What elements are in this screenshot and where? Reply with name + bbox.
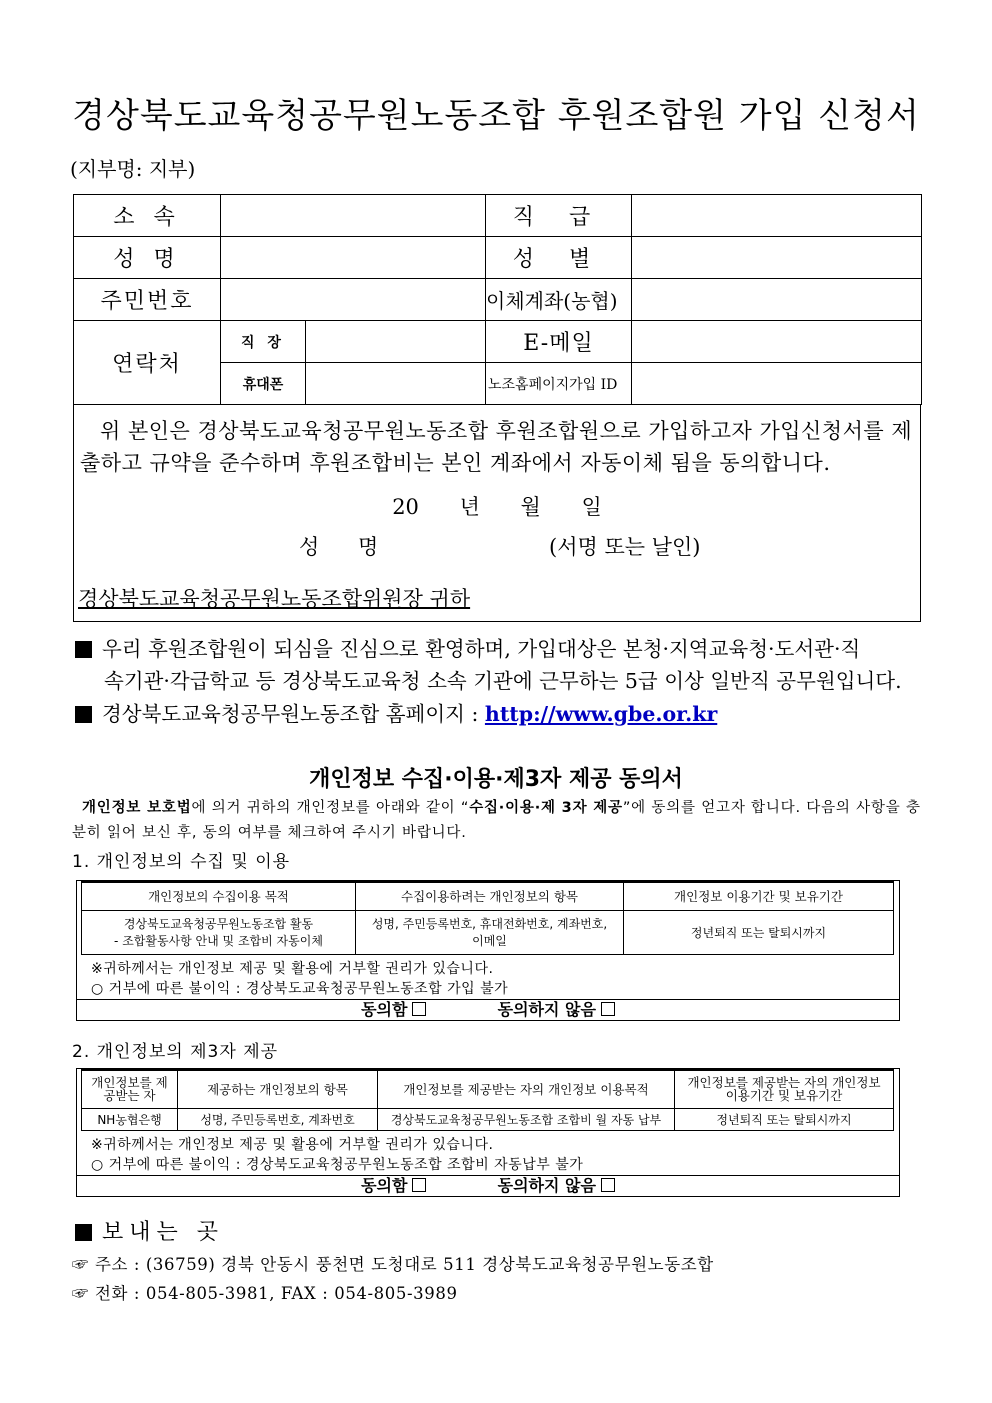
consent-box — [73, 405, 921, 622]
consent-text: 위 본인은 경상북도교육청공무원노동조합 후원조합원으로 가입하고자 가입신청서를 제출하고 규약을 준수하며 후원조합비는 본인 계좌에서 자동이체 됨을 동의합니다. — [80, 419, 913, 475]
label-gender: 성 별 — [486, 237, 632, 279]
label-email: E-메일 — [486, 321, 632, 363]
square-bullet-icon — [75, 1224, 92, 1241]
signature-note: (서명 또는 날인) — [549, 535, 701, 559]
s2-header-purpose: 개인정보를 제공받는 자의 개인정보 이용목적 — [378, 1070, 675, 1108]
field-name[interactable] — [221, 237, 486, 279]
signature-label: 성 명 — [299, 535, 395, 559]
intro-scope: 수집·이용·제 3자 제공 — [469, 800, 623, 816]
s1-penalty: ○ 거부에 따른 불이익 : 경상북도교육청공무원노동조합 가입 불가 — [91, 980, 509, 997]
field-email[interactable] — [632, 321, 922, 363]
s2-disagree-label: 동의하지 않음 — [497, 1175, 596, 1195]
s2-items: 성명, 주민등록번호, 계좌번호 — [178, 1108, 378, 1130]
s1-rights-text: ※귀하께서는 개인정보 제공 및 활용에 거부할 권리가 있습니다. — [91, 960, 494, 977]
s1-agree-row — [77, 999, 899, 1020]
welcome-line-1: 우리 후원조합원이 되심을 진심으로 환영하며, 가입대상은 본청·지역교육청·도서관·직 — [102, 637, 861, 661]
field-rank[interactable] — [632, 195, 922, 237]
s1-period: 정년퇴직 또는 탈퇴시까지 — [624, 910, 894, 954]
field-bank-account[interactable] — [632, 279, 922, 321]
label-mobile: 휴대폰 — [221, 363, 306, 405]
send-phone: ☞ 전화 : 054-805-3981, FAX : 054-805-3989 — [72, 1284, 458, 1303]
field-gender[interactable] — [632, 237, 922, 279]
s1-header-period: 개인정보 이용기간 및 보유기간 — [624, 882, 894, 910]
s1-purpose-line2: - 조합활동사항 안내 및 조합비 자동이체 — [114, 934, 323, 948]
recipient: 경상북도교육청공무원노동조합위원장 귀하 — [78, 587, 471, 611]
section2-box — [76, 1068, 900, 1197]
s2-recipient: NH농협은행 — [82, 1108, 178, 1130]
label-work-phone: 직 장 — [221, 321, 306, 363]
send-address: ☞ 주소 : (36759) 경북 안동시 풍천면 도청대로 511 경상북도교육청공무원노동조합 — [72, 1255, 714, 1274]
label-name: 성 명 — [74, 237, 221, 279]
field-work-phone[interactable] — [306, 321, 486, 363]
s1-purpose — [82, 910, 356, 954]
s2-header-recipient: 개인정보를 제공받는 자 — [82, 1070, 178, 1108]
homepage-note — [75, 695, 717, 733]
privacy-intro — [72, 796, 924, 846]
field-affiliation[interactable] — [221, 195, 486, 237]
welcome-line-2: 속기관·각급학교 등 경상북도교육청 소속 기관에 근무하는 5급 이상 일반직 공무원입니다. — [104, 669, 902, 693]
intro-end: ”에 동의를 얻고자 합니다. 다음의 사항을 충분히 읽어 보신 후, 동의 여부를 체크하여 주시기 바랍니다. — [72, 800, 921, 841]
date-line: 20 년 월 일 — [392, 495, 602, 519]
s2-period: 정년퇴직 또는 탈퇴시까지 — [675, 1108, 894, 1130]
s2-rights — [77, 1131, 899, 1175]
s2-agree-checkbox[interactable] — [412, 1178, 426, 1192]
field-mobile[interactable] — [306, 363, 486, 405]
section1-box — [76, 880, 900, 1021]
field-homepage-id[interactable] — [632, 363, 922, 405]
s1-disagree-label: 동의하지 않음 — [497, 999, 596, 1019]
s2-purpose: 경상북도교육청공무원노동조합 조합비 월 자동 납부 — [378, 1108, 675, 1130]
label-homepage-id: 노조홈페이지가입 ID — [486, 363, 632, 405]
application-form-table — [73, 194, 922, 405]
s2-agree-row — [77, 1175, 899, 1196]
label-bank-account: 이체계좌(농협) — [486, 279, 632, 321]
privacy-title: 개인정보 수집·이용·제3자 제공 동의서 — [309, 767, 683, 792]
section2-title: 2. 개인정보의 제3자 제공 — [72, 1042, 279, 1062]
s1-purpose-line1: 경상북도교육청공무원노동조합 활동 — [123, 917, 314, 931]
field-resident-no[interactable] — [221, 279, 486, 321]
section1-table — [81, 881, 894, 955]
s2-header-items: 제공하는 개인정보의 항목 — [178, 1070, 378, 1108]
square-bullet-icon — [75, 706, 92, 723]
label-resident-no: 주민번호 — [74, 279, 221, 321]
s2-agree-label: 동의함 — [361, 1175, 408, 1195]
s1-rights — [77, 955, 899, 999]
branch-label: (지부명: 지부) — [70, 157, 196, 181]
s1-agree-checkbox[interactable] — [412, 1002, 426, 1016]
label-affiliation: 소 속 — [74, 195, 221, 237]
s1-agree-label: 동의함 — [361, 999, 408, 1019]
s2-disagree-checkbox[interactable] — [601, 1178, 615, 1192]
section2-table — [81, 1069, 894, 1131]
section1-title: 1. 개인정보의 수집 및 이용 — [72, 852, 291, 872]
s1-items: 성명, 주민등록번호, 휴대전화번호, 계좌번호, 이메일 — [356, 910, 624, 954]
page-title: 경상북도교육청공무원노동조합 후원조합원 가입 신청서 — [72, 96, 920, 136]
homepage-label: 경상북도교육청공무원노동조합 홈페이지 : — [102, 702, 485, 726]
s1-disagree-checkbox[interactable] — [601, 1002, 615, 1016]
s2-header-period: 개인정보를 제공받는 자의 개인정보 이용기간 및 보유기간 — [675, 1070, 894, 1108]
s1-header-purpose: 개인정보의 수집이용 목적 — [82, 882, 356, 910]
s2-penalty: ○ 거부에 따른 불이익 : 경상북도교육청공무원노동조합 조합비 자동납부 불가 — [91, 1156, 584, 1173]
label-rank: 직 급 — [486, 195, 632, 237]
send-title-text: 보내는 곳 — [102, 1220, 225, 1245]
s2-rights-text: ※귀하께서는 개인정보 제공 및 활용에 거부할 권리가 있습니다. — [91, 1136, 494, 1153]
intro-law: 개인정보 보호법 — [82, 800, 192, 816]
homepage-link[interactable]: http://www.gbe.or.kr — [484, 702, 718, 726]
intro-mid: 에 의거 귀하의 개인정보를 아래와 같이 “ — [191, 800, 470, 816]
label-contact: 연락처 — [74, 321, 221, 405]
send-title — [75, 1215, 224, 1246]
square-bullet-icon — [75, 641, 92, 658]
signature-line — [299, 531, 701, 561]
s1-header-items: 수집이용하려는 개인정보의 항목 — [356, 882, 624, 910]
